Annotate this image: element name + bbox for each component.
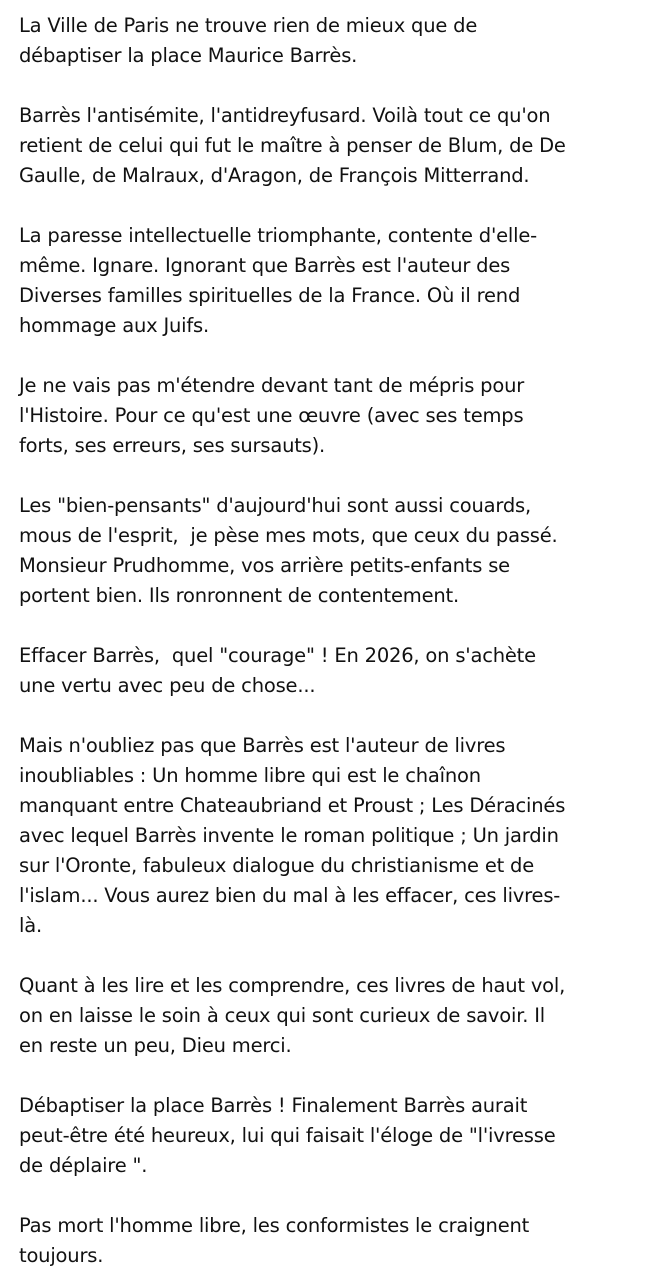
text-line: Monsieur Prudhomme, vos arrière petits-enfants se xyxy=(19,554,510,577)
text-line: manquant entre Chateaubriand et Proust ; Les Déracinés xyxy=(19,794,566,817)
paragraph xyxy=(19,971,634,1061)
paragraph xyxy=(19,1091,634,1181)
text-line: Pas mort l'homme libre, les conformistes le craignent xyxy=(19,1214,530,1237)
text-line: même. Ignare. Ignorant que Barrès est l'auteur des xyxy=(19,254,511,277)
text-line: inoubliables : Un homme libre qui est le chaînon xyxy=(19,764,481,787)
text-line: l'islam... Vous aurez bien du mal à les effacer, ces livres- xyxy=(19,884,561,907)
paragraph xyxy=(19,11,634,71)
text-line: forts, ses erreurs, ses sursauts). xyxy=(19,434,326,457)
text-line: de déplaire ". xyxy=(19,1154,148,1177)
paragraph xyxy=(19,1211,634,1271)
text-line: Barrès l'antisémite, l'antidreyfusard. Voilà tout ce qu'on xyxy=(19,104,551,127)
text-line: Les "bien-pensants" d'aujourd'hui sont aussi couards, xyxy=(19,494,532,517)
paragraph xyxy=(19,101,634,191)
text-line: Diverses familles spirituelles de la France. Où il rend xyxy=(19,284,521,307)
paragraph xyxy=(19,491,634,611)
text-line: portent bien. Ils ronronnent de contentement. xyxy=(19,584,459,607)
text-line: hommage aux Juifs. xyxy=(19,314,210,337)
text-line: Gaulle, de Malraux, d'Aragon, de François Mitterrand. xyxy=(19,164,530,187)
text-line: Mais n'oubliez pas que Barrès est l'auteur de livres xyxy=(19,734,506,757)
text-line: Quant à les lire et les comprendre, ces livres de haut vol, xyxy=(19,974,566,997)
text-line: Je ne vais pas m'étendre devant tant de mépris pour xyxy=(19,374,525,397)
text-line: retient de celui qui fut le maître à penser de Blum, de De xyxy=(19,134,566,157)
text-line: Effacer Barrès, quel "courage" ! En 2026, on s'achète xyxy=(19,644,536,667)
paragraph xyxy=(19,731,634,941)
text-line: l'Histoire. Pour ce qu'est une œuvre (avec ses temps xyxy=(19,404,524,427)
text-line: débaptiser la place Maurice Barrès. xyxy=(19,44,358,67)
text-line: une vertu avec peu de chose... xyxy=(19,674,316,697)
text-line: on en laisse le soin à ceux qui sont curieux de savoir. Il xyxy=(19,1004,546,1027)
paragraph xyxy=(19,641,634,701)
text-line: toujours. xyxy=(19,1244,104,1267)
text-line: là. xyxy=(19,914,42,937)
text-line: avec lequel Barrès invente le roman politique ; Un jardin xyxy=(19,824,559,847)
text-line: mous de l'esprit, je pèse mes mots, que ceux du passé. xyxy=(19,524,558,547)
text-line: sur l'Oronte, fabuleux dialogue du christianisme et de xyxy=(19,854,535,877)
text-line: peut-être été heureux, lui qui faisait l'éloge de "l'ivresse xyxy=(19,1124,556,1147)
text-line: Débaptiser la place Barrès ! Finalement Barrès aurait xyxy=(19,1094,528,1117)
text-line: en reste un peu, Dieu merci. xyxy=(19,1034,292,1057)
text-line: La paresse intellectuelle triomphante, contente d'elle- xyxy=(19,224,537,247)
text-line: La Ville de Paris ne trouve rien de mieux que de xyxy=(19,14,478,37)
paragraph xyxy=(19,371,634,461)
paragraph xyxy=(19,221,634,341)
